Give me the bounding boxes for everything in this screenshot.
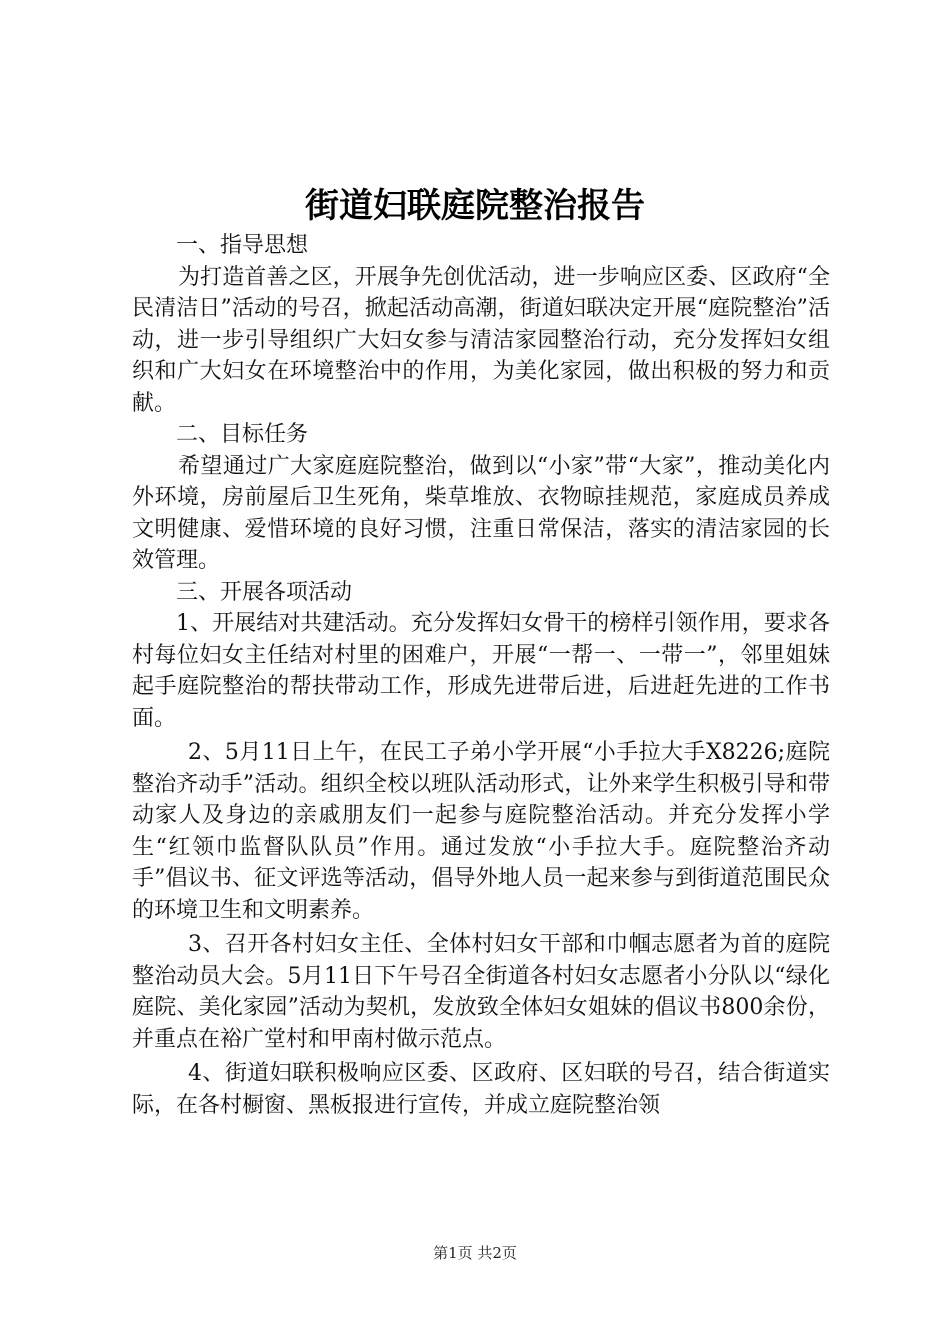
section-heading-2: 二、目标任务: [176, 422, 309, 447]
activity-item-2: 2、5月11日上午，在民工子弟小学开展“小手拉大手X8226;庭院整治齐动手”活动。组织全校以班队活动形式，让外来学生积极引导和带动家人及身边的亲戚朋友们一起参与庭院整治活动。并充分发挥小学生“红领巾监督队队员”作用。通过发放“小手拉大手。庭院整治齐动手”倡议书、征文评选等活动，倡导外地人员一起来参与到街道范围民众的环境卫生和文明素养。: [132, 740, 830, 923]
document-body: [132, 230, 830, 1121]
activity-item-4: 4、街道妇联积极响应区委、区政府、区妇联的号召，结合街道实际，在各村橱窗、黑板报进行宣传，并成立庭院整治领: [132, 1061, 830, 1118]
section-heading-1: 一、指导思想: [176, 233, 309, 258]
activity-item-3: 3、召开各村妇女主任、全体村妇女干部和巾帼志愿者为首的庭院整治动员大会。5月11日下午号召全街道各村妇女志愿者小分队以“绿化庭院、美化家园”活动为契机，发放致全体妇女姐妹的倡议书800余份，并重点在裕广堂村和甲南村做示范点。: [132, 932, 830, 1052]
document-title: 街道妇联庭院整治报告: [305, 186, 645, 226]
section-heading-3: 三、开展各项活动: [176, 579, 353, 605]
activity-item-1: 1、开展结对共建活动。充分发挥妇女骨干的榜样引领作用，要求各村每位妇女主任结对村里的困难户，开展“一帮一、一带一”，邻里姐妹起手庭院整治的帮扶带动工作，形成先进带后进，后进赶先进的工作书面。: [132, 611, 830, 731]
section-paragraph-2: 希望通过广大家庭庭院整治，做到以“小家”带“大家”，推动美化内外环境，房前屋后卫生死角，柴草堆放、衣物晾挂规范，家庭成员养成文明健康、爱惜环境的良好习惯，注重日常保洁，落实的清洁家园的长效管理。: [132, 453, 830, 573]
section-paragraph-1: 为打造首善之区，开展争先创优活动，进一步响应区委、区政府“全民清洁日”活动的号召，掀起活动高潮，街道妇联决定开展“庭院整治”活动，进一步引导组织广大妇女参与清洁家园整治行动，充分发挥妇女组织和广大妇女在环境整治中的作用，为美化家园，做出积极的努力和贡献。: [132, 264, 830, 416]
page-footer: 第1页 共2页: [433, 1244, 517, 1262]
